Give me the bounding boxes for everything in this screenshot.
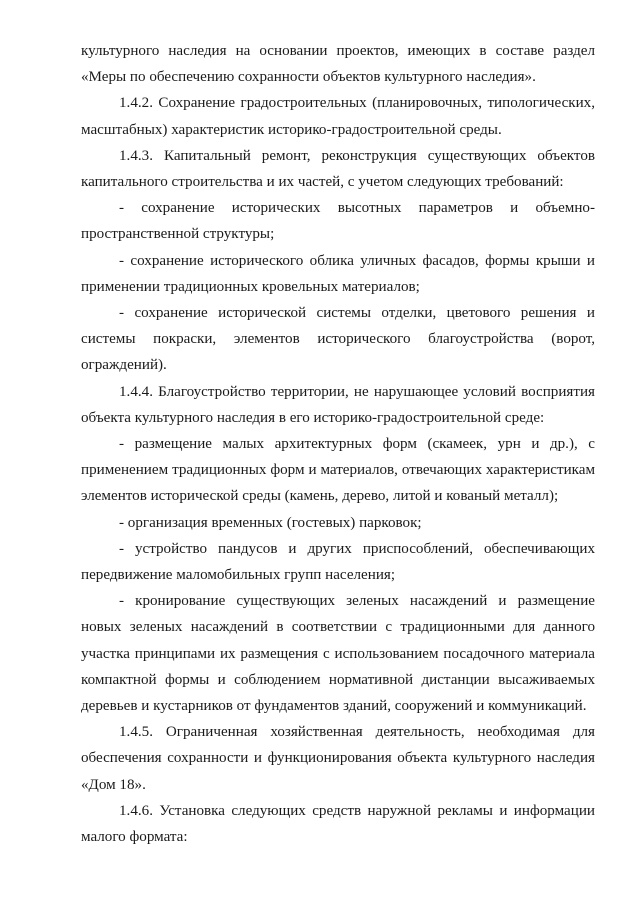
paragraph-1-4-5: 1.4.5. Ограниченная хозяйственная деятельность, необходимая для обеспечения сохранности и функционирования объекта культурного наследия «Дом 18».	[81, 724, 595, 793]
paragraph-1-4-2: 1.4.2. Сохранение градостроительных (планировочных, типологических, масштабных) характеристик историко-градостроительной среды.	[81, 95, 595, 138]
paragraph-continuation: культурного наследия на основании проектов, имеющих в составе раздел «Меры по обеспечению сохранности объектов культурного наследия».	[81, 43, 595, 86]
paragraph-1-4-4: 1.4.4. Благоустройство территории, не нарушающее условий восприятия объекта культурного наследия в его историко-градостроительной среде:	[81, 383, 595, 426]
list-item-finishing-colors: - сохранение исторической системы отделки, цветового решения и системы покраски, элементов исторического благоустройства (ворот, ограждений).	[81, 305, 595, 374]
list-item-green-plantings: - кронирование существующих зеленых насаждений и размещение новых зеленых насаждений в соответствии с традиционными для данного участка принципами их размещения с использованием посадочного материала компактной формы и соблюдением нормативной дистанции высаживаемых деревьев и кустарников от фундаментов зданий, сооружений и коммуникаций.	[81, 593, 595, 715]
document-body	[81, 38, 595, 850]
paragraph-1-4-3: 1.4.3. Капитальный ремонт, реконструкция существующих объектов капитального строительства и их частей, с учетом следующих требований:	[81, 147, 595, 191]
list-item-ramps: - устройство пандусов и других приспособлений, обеспечивающих передвижение маломобильных групп населения;	[81, 540, 595, 584]
list-item-facades-roofs: - сохранение исторического облика уличных фасадов, формы крыши и применении традиционных кровельных материалов;	[81, 252, 595, 295]
list-item-small-architectural-forms: - размещение малых архитектурных форм (скамеек, урн и др.), с применением традиционных форм и материалов, отвечающих характеристикам элементов исторической среды (камень, дерево, литой и кованый металл);	[81, 436, 595, 505]
list-item-height-parameters: - сохранение исторических высотных параметров и объемно-пространственной структуры;	[81, 200, 595, 243]
paragraph-1-4-6: 1.4.6. Установка следующих средств наружной рекламы и информации малого формата:	[81, 802, 595, 846]
list-item-guest-parking: - организация временных (гостевых) парковок;	[119, 514, 422, 531]
